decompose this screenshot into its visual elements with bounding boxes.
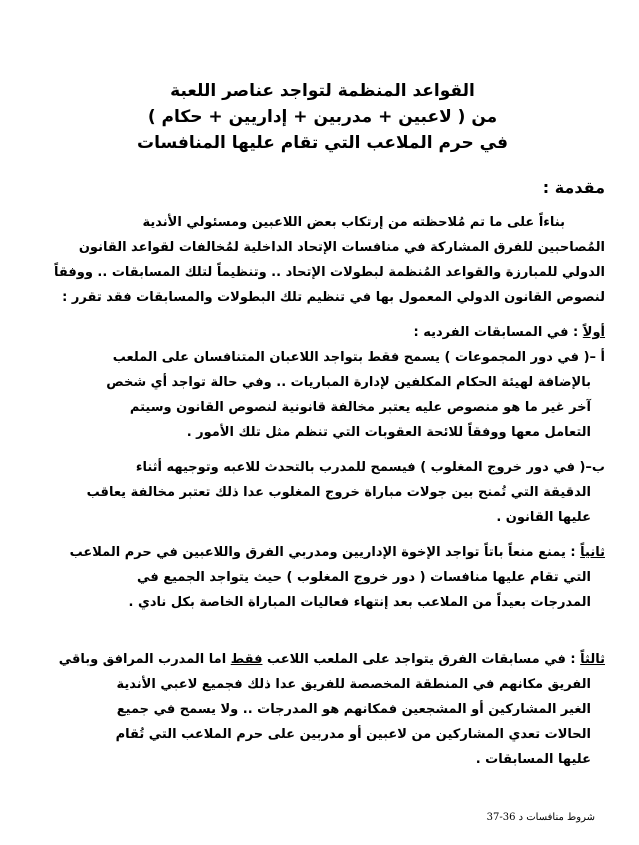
section-second-line: التي تقام عليها منافسات ( دور خروج المغلوب ) حيث يتواجد الجميع في [137, 570, 591, 585]
section-third-line: الفريق مكانهم في المنطقة المخصصة للفريق عدا ذلك فجميع لاعبي الأندية [116, 677, 591, 692]
section-third-line [40, 649, 605, 671]
intro-heading: مقدمة : [542, 178, 605, 197]
section-second-line [40, 542, 605, 564]
intro-line: المُصاحبين للفرق المشاركة في منافسات الإتحاد الداخلية لمُخالفات لقواعد القانون [78, 240, 605, 255]
section-first-text: : في المسابقات الفرديه : [413, 325, 583, 340]
section-third-text: : في مسابقات الفرق يتواجد على الملعب اللاعب [262, 652, 581, 667]
section-second-text: : يمنع منعاً باتاً تواجد الإخوة الإداريين ومدربي الفرق واللاعبين في حرم الملاعب [69, 545, 581, 560]
section-second-label: ثانياً [580, 545, 605, 560]
title-line-3: في حرم الملاعب التي تقام عليها المنافسات [137, 133, 508, 153]
item-b-line: الدقيقة التي تُمنح بين جولات مباراة خروج المغلوب عدا ذلك تعتبر مخالفة يعاقب [86, 485, 591, 500]
section-third-line: عليها المسابقات . [475, 752, 591, 767]
section-third-line: الحالات تعدي المشاركين من لاعبين أو مدربين على حرم الملاعب التي تُقام [115, 727, 591, 742]
page-footer: شروط منافسات د 36-37 [486, 812, 595, 823]
title-line-1: القواعد المنظمة لتواجد عناصر اللعبة [170, 81, 475, 101]
item-a-line: التعامل معها ووفقاً للائحة العقوبات التي تنظم مثل تلك الأمور . [186, 425, 591, 440]
section-first-label: أولاً [582, 325, 605, 340]
item-b-line: عليها القانون . [496, 510, 591, 525]
intro-line: لنصوص القانون الدولي المعمول بها في تنظيم تلك البطولات والمسابقات فقد تقرر : [62, 290, 605, 305]
item-a-line: أ –( في دور المجموعات ) يسمح فقط بتواجد اللاعبان المتنافسان على الملعب [112, 350, 605, 365]
intro-line: بناءاً على ما تم مُلاحظته من إرتكاب بعض اللاعبين ومسئولي الأندية [142, 215, 565, 230]
section-third-label: ثالثاً [580, 652, 605, 667]
section-third-text: اما المدرب المرافق وباقي [58, 652, 231, 667]
item-a-line: آخر غير ما هو منصوص عليه يعتبر مخالفة قانونية لنصوص القانون وسيتم [129, 400, 591, 415]
section-second-line: المدرجات بعيداً من الملاعب بعد إنتهاء فعاليات المباراة الخاصة بكل نادي . [128, 595, 591, 610]
underlined-word: فقط [230, 652, 263, 667]
section-first-heading [40, 322, 605, 344]
item-a-line: بالإضافة لهيئة الحكام المكلفين لإدارة المباريات .. وفي حالة تواجد أي شخص [106, 375, 591, 390]
section-third-line: الغير المشاركين أو المشجعين فمكانهم هو المدرجات .. ولا يسمح في جميع [116, 702, 591, 717]
intro-line: الدولي للمبارزة والقواعد المُنظمة لبطولات الإتحاد .. وتنظيماً لتلك المسابقات .. ووفقاً [53, 265, 605, 280]
item-b-line: ب–( في دور خروج المغلوب ) فيسمح للمدرب بالتحدث للاعبه وتوجيهه أثناء [135, 460, 605, 475]
title-line-2: من ( لاعبين + مدربين + إداريين + حكام ) [147, 107, 498, 127]
